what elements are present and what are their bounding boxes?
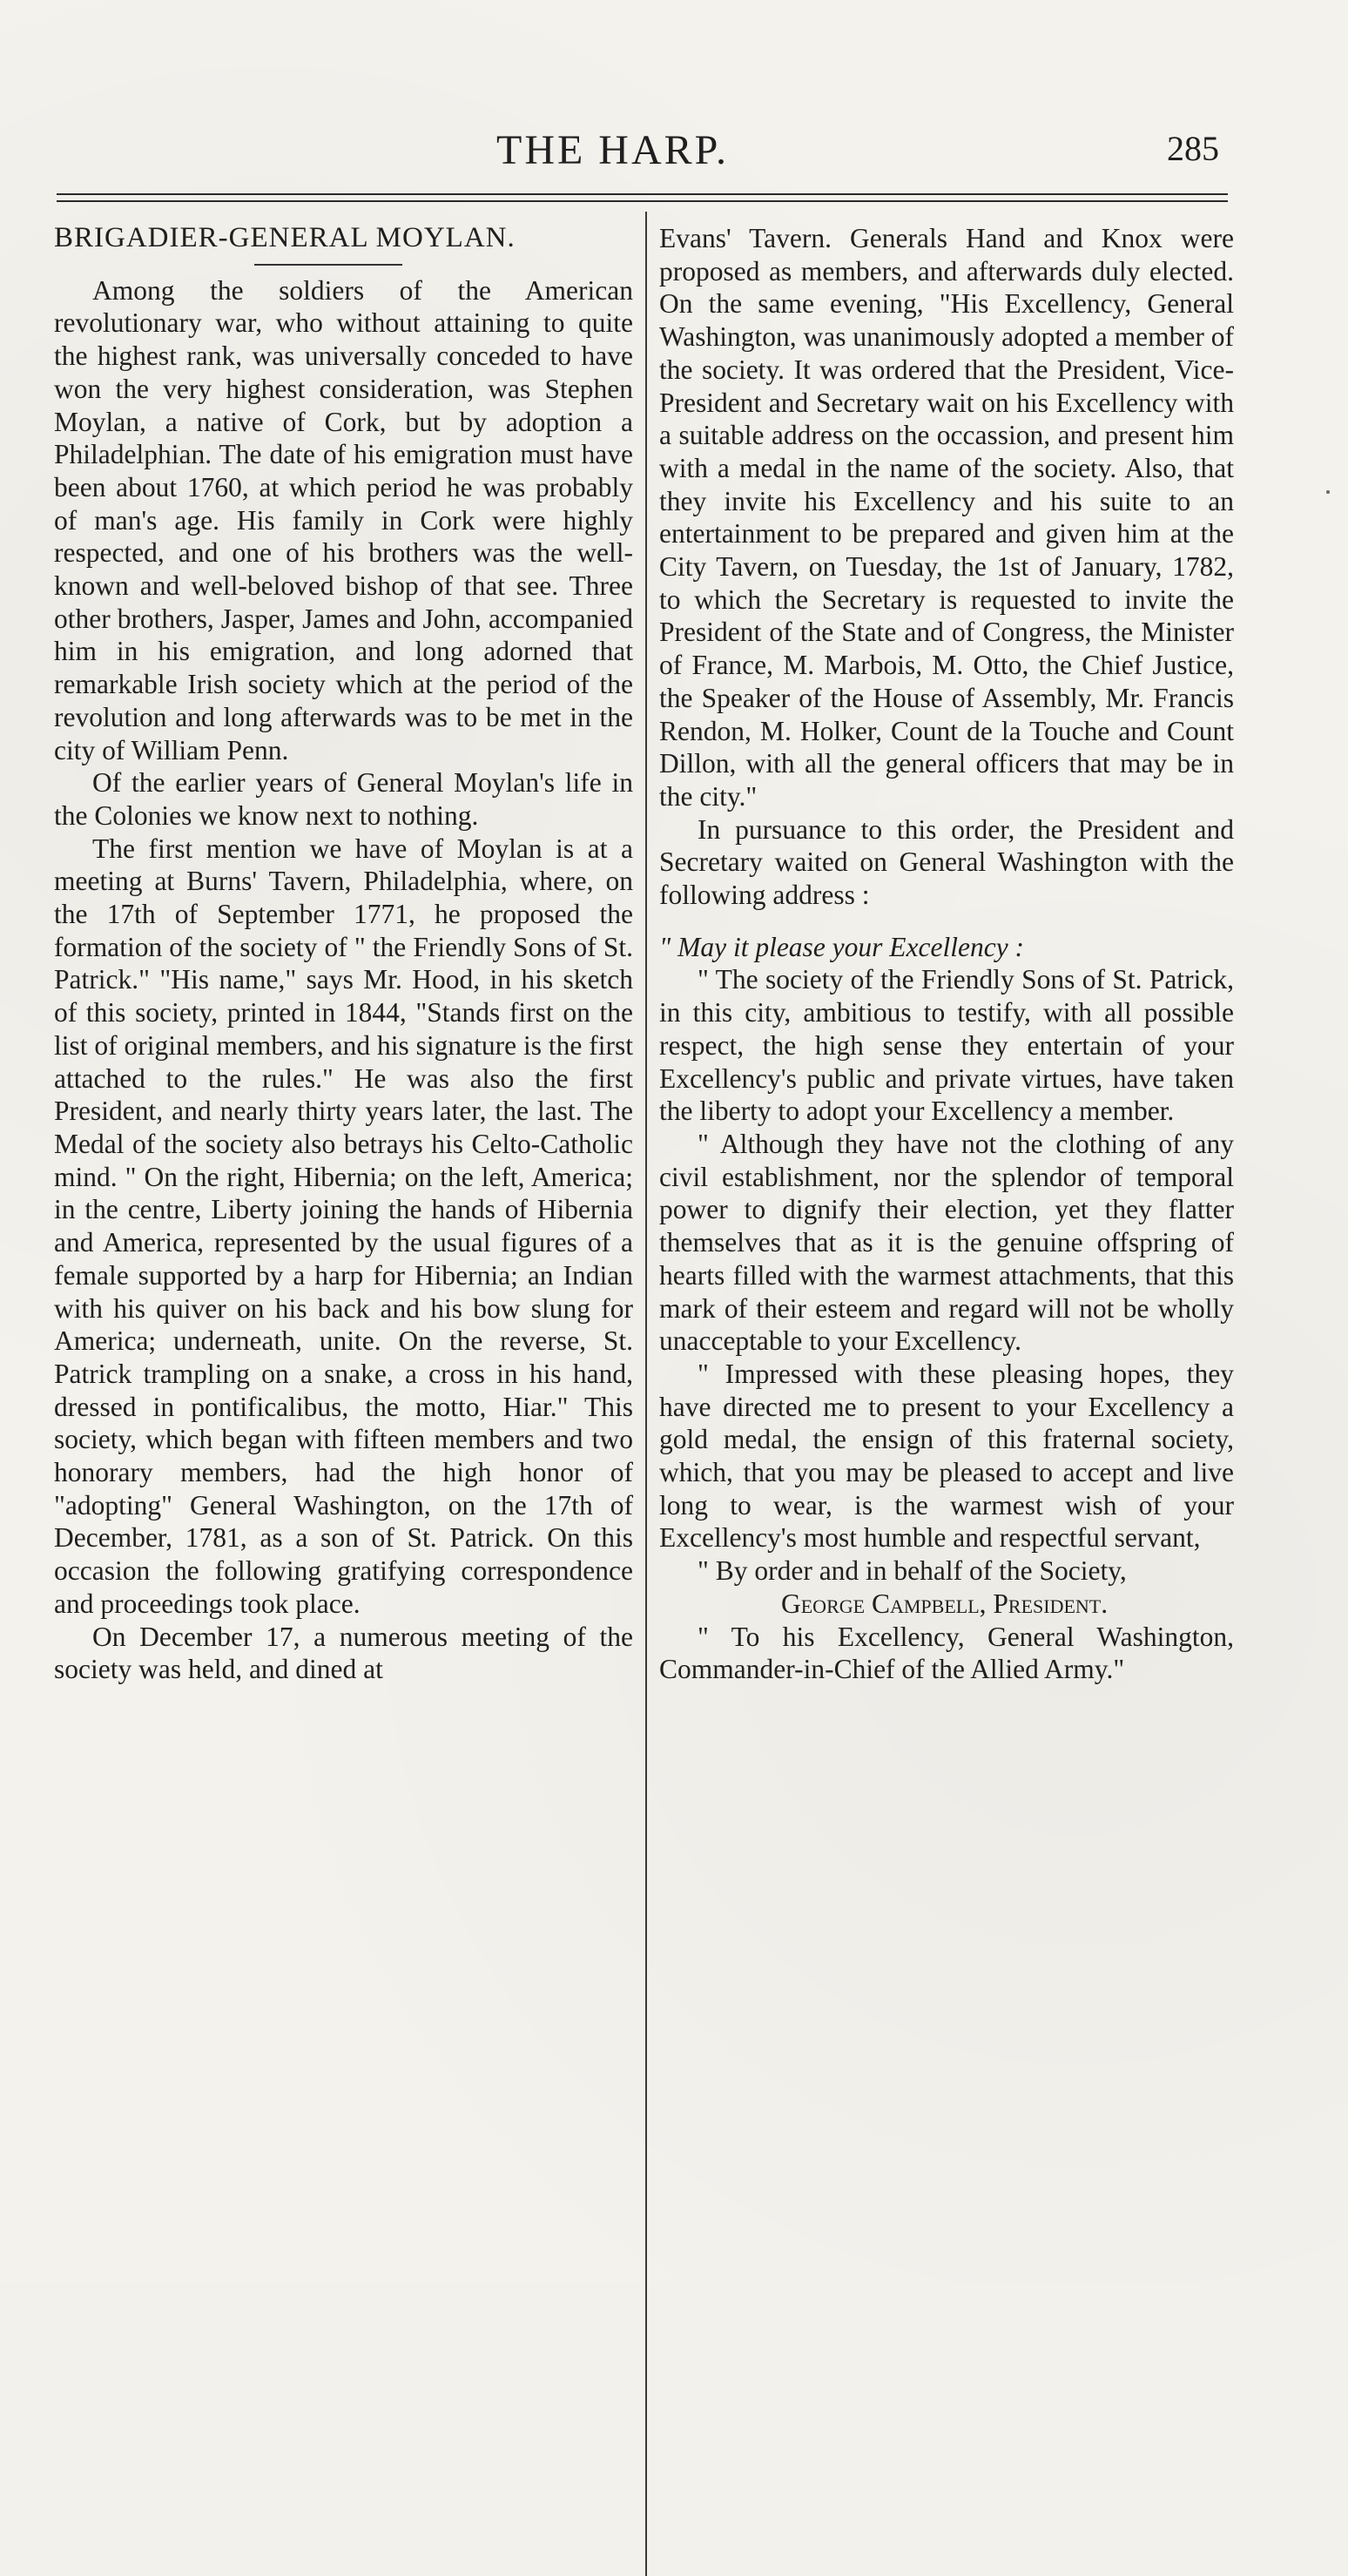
address-paragraph: " The society of the Friendly Sons of St. Patrick, in this city, ambitious to testify, with all possible respect, the high sense they entertain of your Excellency's public and private virtues, have taken the liberty to adopt your Excellency a member. xyxy=(659,964,1234,1127)
running-header xyxy=(52,126,1228,187)
address-paragraph: " By order and in behalf of the Society, xyxy=(698,1555,1127,1587)
paragraph: Among the soldiers of the American revolutionary war, who without attaining to quite the highest rank, was universally conceded to have won the very highest consideration, was Stephen Moylan, a native of Cork, but by adoption a Philadelphian. The date of his emigration must have been about 1760, at which period he was probably of man's age. His family in Cork were highly respected, and one of his brothers was the well-known and well-beloved bishop of that see. Three other brothers, Jasper, James and John, accompanied him in his emigration, and long adorned that remarkable Irish society which at the period of the revolution and long afterwards was to be met in the city of William Penn. xyxy=(54,274,633,765)
paragraph: Of the earlier years of General Moylan's life in the Colonies we know next to nothing. xyxy=(54,767,633,831)
running-title: THE HARP. xyxy=(496,127,730,173)
header-rule-bottom xyxy=(57,200,1228,202)
title-rule xyxy=(254,264,402,266)
ink-speck xyxy=(1326,490,1330,494)
article-title: BRIGADIER-GENERAL MOYLAN. xyxy=(54,222,516,253)
header-rule-top xyxy=(57,193,1228,195)
paragraph: The first mention we have of Moylan is at a meeting at Burns' Tavern, Philadelphia, where, on the 17th of September 1771, he proposed the formation of the society of " the Friendly Sons of St. Patrick." "His name," says Mr. Hood, in his sketch of this society, printed in 1844, "Stands first on the list of original members, and his signature is the first attached to the rules." He was also the first President, and nearly thirty years later, the last. The Medal of the society also betrays his Celto-Catholic mind. " On the right, Hibernia; on the left, America; in the centre, Liberty joining the hands of Hibernia and America, represented by the usual figures of a female supported by a harp for Hibernia; an Indian with his quiver on his back and his bow slung for America; underneath, unite. On the reverse, St. Patrick trampling on a snake, a cross in his hand, dressed in pontificalibus, the motto, Hiar." This society, which began with fifteen members and two honorary members, had the high honor of "adopting" General Washington, on the 17th of December, 1781, as a son of St. Patrick. On this occasion the following gratifying correspondence and proceedings took place. xyxy=(54,833,633,1619)
salutation: " May it please your Excellency : xyxy=(659,931,1025,962)
addressee: " To his Excellency, General Washington, Commander-in-Chief of the Allied Army." xyxy=(659,1621,1234,1685)
column-divider xyxy=(645,212,647,2576)
page-number: 285 xyxy=(1167,129,1219,168)
paragraph: Evans' Tavern. Generals Hand and Knox were proposed as members, and afterwards duly elected. On the same evening, "His Excellency, General Washington, was unanimously adopted a member of the society. It was ordered that the President, Vice-President and Secretary wait on his Excellency with a suitable address on the occassion, and present him with a medal in the name of the society. Also, that they invite his Excellency and his suite to an entertainment to be prepared and given him at the City Tavern, on Tuesday, the 1st of January, 1782, to which the Secretary is requested to invite the President of the State and of Congress, the Minister of France, M. Marbois, M. Otto, the Chief Justice, the Speaker of the House of Assembly, Mr. Francis Rendon, M. Holker, Count de la Touche and Count Dillon, with all the general officers that may be in the city." xyxy=(659,223,1234,812)
right-column xyxy=(659,222,1234,1686)
signature: George Campbell, President. xyxy=(781,1588,1109,1619)
address-paragraph: " Impressed with these pleasing hopes, they have directed me to present to your Excellency a gold medal, the ensign of this fraternal society, which, that you may be pleased to accept and live long to wear, is the warmest wish of your Excellency's most humble and respectful servant, xyxy=(659,1358,1234,1554)
paragraph: On December 17, a numerous meeting of the society was held, and dined at xyxy=(54,1621,633,1685)
address-paragraph: " Although they have not the clothing of any civil establishment, nor the splendor of temporal power to dignify their election, yet they flatter themselves that as it is the genuine offspring of hearts filled with the warmest attachments, that this mark of their esteem and regard will not be wholly unacceptable to your Excellency. xyxy=(659,1128,1234,1357)
left-column xyxy=(54,222,633,1686)
paragraph: In pursuance to this order, the President and Secretary waited on General Washington with the following address : xyxy=(659,813,1234,911)
